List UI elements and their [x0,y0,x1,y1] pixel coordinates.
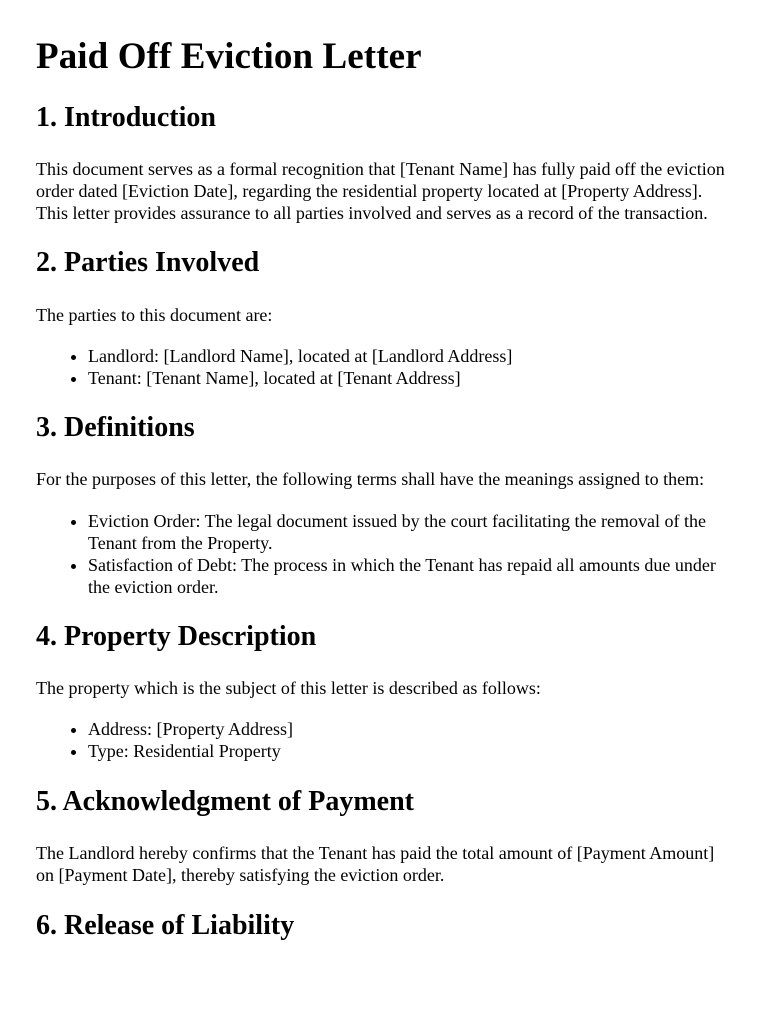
section-heading-property-description: 4. Property Description [36,621,317,652]
definitions-list [36,510,734,598]
section-heading-acknowledgment-of-payment: 5. Acknowledgment of Payment [36,786,414,817]
payment-paragraph: The Landlord hereby confirms that the Tenant has paid the total amount of [Payment Amount] on [Payment Date], thereby satisfying the eviction order. [36,843,715,885]
section-parties-involved [36,247,734,389]
section-heading-release-of-liability: 6. Release of Liability [36,910,295,941]
list-item-landlord: • Landlord: [Landlord Name], located at [Landlord Address] [88,345,734,367]
list-item-eviction-order: • Eviction Order: The legal document issued by the court facilitating the removal of the Tenant from the Property. [88,510,734,554]
section-property-description [36,621,734,762]
introduction-paragraph: This document serves as a formal recognition that [Tenant Name] has fully paid off the eviction order dated [Eviction Date], regarding the residential property located at [Property Address]. This letter provides assurance to all parties involved and serves as a record of the transaction. [36,159,725,223]
section-definitions [36,412,734,598]
list-item-satisfaction-of-debt: • Satisfaction of Debt: The process in which the Tenant has repaid all amounts due under the eviction order. [88,554,734,598]
definitions-paragraph: For the purposes of this letter, the following terms shall have the meanings assigned to them: [36,469,705,489]
section-heading-introduction: 1. Introduction [36,102,216,133]
list-item-tenant: • Tenant: [Tenant Name], located at [Tenant Address] [88,367,734,389]
property-list [36,718,734,762]
document-title: Paid Off Eviction Letter [36,36,422,77]
section-heading-parties-involved: 2. Parties Involved [36,247,260,278]
list-item-type: • Type: Residential Property [88,740,734,762]
section-acknowledgment-of-payment [36,786,734,886]
section-heading-definitions: 3. Definitions [36,412,195,443]
section-introduction [36,102,734,224]
parties-list [36,345,734,389]
section-release-of-liability [36,910,734,942]
list-item-address: • Address: [Property Address] [88,718,734,740]
property-paragraph: The property which is the subject of this letter is described as follows: [36,678,541,698]
parties-paragraph: The parties to this document are: [36,305,273,325]
